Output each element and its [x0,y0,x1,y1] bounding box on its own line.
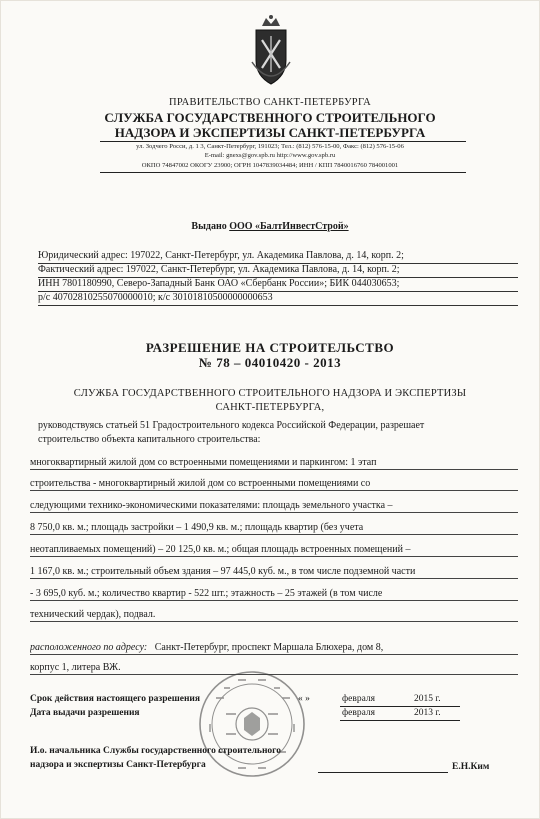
validity-underline [340,706,460,707]
permit-title: РАЗРЕШЕНИЕ НА СТРОИТЕЛЬСТВО [145,340,395,355]
issued-label: Выдано [191,221,230,232]
service-address: ул. Зодчего Росси, д. 1 3, Санкт-Петербург, 191023; Тел.: (812) 576-15-00, Факс: (812) 576-15-06 [136,143,404,150]
object-description-line: неотапливаемых помещений) – 20 125,0 кв. м.; общая площадь встроенных помещений – [30,543,518,557]
requisite-line: Фактический адрес: 197022, Санкт-Петербург, ул. Академика Павлова, д. 14, корп. 2; [38,263,518,278]
signatory-position-line1: И.о. начальника Службы государственного строительного [30,746,282,756]
header-rule-bottom [100,172,466,173]
signatory-position-line2: надзора и экспертизы Санкт-Петербурга [30,760,206,770]
authority-line1: СЛУЖБА ГОСУДАРСТВЕННОГО СТРОИТЕЛЬНОГО НАДЗОРА И ЭКСПЕРТИЗЫ [73,388,467,399]
signature-line [318,772,448,773]
issue-date-year: 2013 г. [414,708,441,718]
signatory-name: Е.Н.Ким [452,762,490,772]
issue-date-label: Дата выдачи разрешения [30,708,140,718]
location-line2: корпус 1, литера ВЖ. [30,661,518,675]
issued-to [0,221,540,232]
header-rule [100,141,466,142]
issued-org: ООО «БалтИнвестСтрой» [229,221,349,232]
validity-year: 2015 г. [414,694,441,704]
service-name-line1: СЛУЖБА ГОСУДАРСТВЕННОГО СТРОИТЕЛЬНОГО [104,110,436,125]
authority-basis2: строительство объекта капитального строительства: [38,434,261,445]
object-description-line: 1 167,0 кв. м.; строительный объем здания – 97 445,0 куб. м., в том числе подземной части [30,565,518,579]
object-description-line: многоквартирный жилой дом со встроенными помещениями и паркингом: 1 этап [30,456,518,470]
object-description-line: - 3 695,0 куб. м.; количество квартир - 522 шт.; этажность – 25 этажей (в том числе [30,587,518,601]
service-codes: ОКПО 74847002 ОКОГУ 23900; ОГРН 1047839034484; ИНН / КПП 7840016760 784001001 [141,162,399,169]
validity-label: Срок действия настоящего разрешения [30,694,201,704]
validity-day: « » [298,694,310,704]
permit-number: № 78 – 04010420 - 2013 [198,355,342,370]
issue-date-underline [340,720,460,721]
requisite-line: ИНН 7801180990, Северо-Западный Банк ОАО «Сбербанк России»; БИК 044030653; [38,277,518,292]
coat-of-arms-emblem [248,12,294,92]
location-address: Санкт-Петербург, проспект Маршала Блюхера, дом 8, [154,642,384,653]
location-line1 [30,641,518,655]
object-description-line: технический чердак), подвал. [30,608,518,622]
authority-basis: руководствуясь статьей 51 Градостроительного кодекса Российской Федерации, разрешает [38,420,425,431]
official-seal-stamp [196,668,308,780]
service-name-line2: НАДЗОРА И ЭКСПЕРТИЗЫ САНКТ-ПЕТЕРБУРГА [114,125,426,140]
validity-month: февраля [342,694,376,704]
location-label: расположенного по адресу: [30,642,148,653]
requisite-line: Юридический адрес: 197022, Санкт-Петербург, ул. Академика Павлова, д. 14, корп. 2; [38,249,518,264]
service-contacts: E-mail: gnexs@gov.spb.ru http://www.gov.spb.ru [204,152,336,159]
authority-line2: САНКТ-ПЕТЕРБУРГА, [215,402,325,413]
object-description-line: строительства - многоквартирный жилой дом со встроенными помещениями со [30,477,518,491]
government-name: ПРАВИТЕЛЬСТВО САНКТ-ПЕТЕРБУРГА [168,97,372,108]
object-description-line: следующими технико-экономическими показателями: площадь земельного участка – [30,499,518,513]
object-description-line: 8 750,0 кв. м.; площадь застройки – 1 490,9 кв. м.; площадь квартир (без учета [30,521,518,535]
issue-date-month: февраля [342,708,376,718]
requisite-line: р/с 40702810255070000010; к/с 30101810500000000653 [38,291,518,306]
